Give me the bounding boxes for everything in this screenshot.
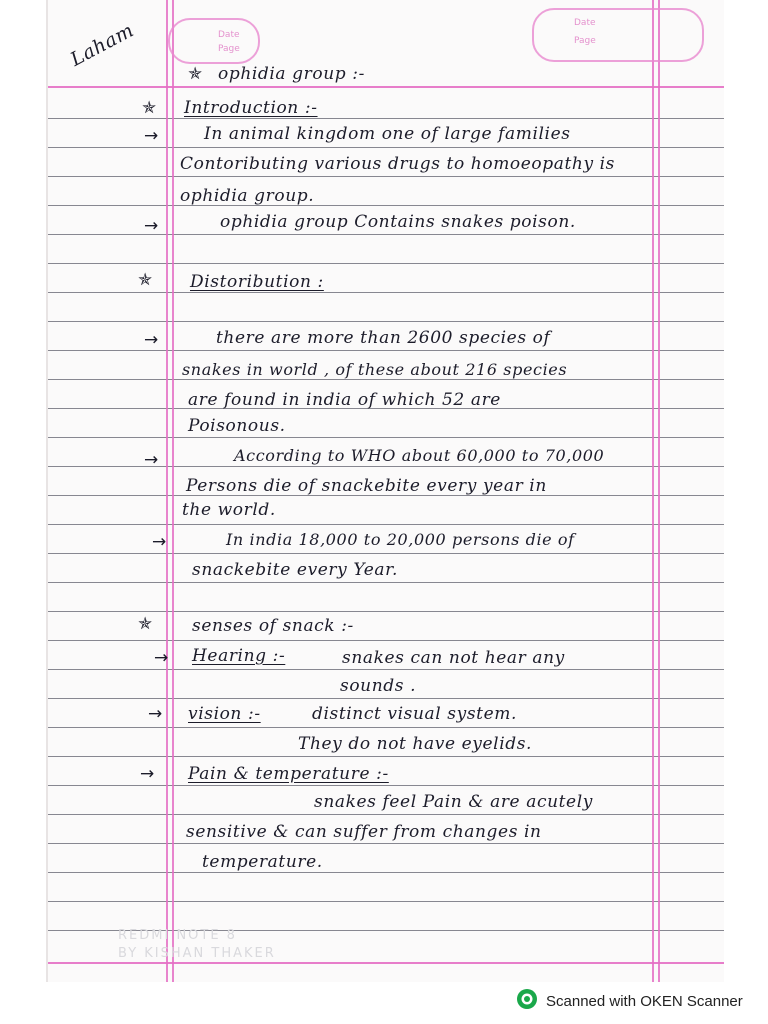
intro-line-1: In animal kingdom one of large families — [204, 124, 571, 144]
bottom-pink-rule — [48, 962, 724, 964]
distribution-line-6: Persons die of snackebite every year in — [186, 476, 547, 496]
arrow-bullet-icon: → — [144, 330, 159, 350]
left-margin-line — [166, 0, 168, 982]
pain-line-2: sensitive & can suffer from changes in — [186, 822, 542, 842]
star-bullet-icon: ✯ — [188, 64, 203, 84]
ruled-line — [48, 321, 724, 322]
ruled-line — [48, 263, 724, 264]
hearing-label: Hearing :- — [192, 646, 286, 666]
senses-title: senses of snack :- — [192, 616, 354, 636]
distribution-line-4: Poisonous. — [188, 416, 286, 436]
distribution-line-7: the world. — [182, 500, 276, 520]
right-margin-line-2 — [658, 0, 660, 982]
ruled-line — [48, 582, 724, 583]
ruled-line — [48, 814, 724, 815]
distribution-line-8: In india 18,000 to 20,000 persons die of — [226, 530, 575, 549]
vision-label: vision :- — [188, 704, 261, 724]
scanner-footer-text: Scanned with OKEN Scanner — [546, 992, 743, 1010]
ruled-line — [48, 118, 724, 119]
hearing-line-1: snakes can not hear any — [342, 648, 565, 668]
stamp-date-label-right: Date — [574, 18, 596, 28]
distribution-line-2: snakes in world , of these about 216 species — [182, 360, 568, 379]
distribution-line-9: snackebite every Year. — [192, 560, 398, 580]
star-bullet-icon: ✯ — [138, 614, 153, 634]
pain-line-1: snakes feel Pain & are acutely — [314, 792, 593, 812]
hearing-line-2: sounds . — [340, 676, 417, 696]
arrow-bullet-icon: → — [144, 126, 159, 146]
ruled-line — [48, 147, 724, 148]
arrow-bullet-icon: → — [140, 764, 155, 784]
ruled-line — [48, 611, 724, 612]
left-margin-line-2 — [172, 0, 174, 982]
ruled-line — [48, 698, 724, 699]
signature: Laham — [66, 19, 138, 71]
ruled-line — [48, 379, 724, 380]
arrow-bullet-icon: → — [152, 532, 167, 552]
ruled-line — [48, 872, 724, 873]
ruled-line — [48, 727, 724, 728]
ruled-line — [48, 901, 724, 902]
pain-label: Pain & temperature :- — [188, 764, 389, 784]
pain-line-3: temperature. — [202, 852, 323, 872]
stamp-page-label-right: Page — [574, 36, 596, 46]
left-date-stamp — [168, 18, 260, 64]
vision-line-1: distinct visual system. — [312, 704, 517, 724]
distribution-line-1: there are more than 2600 species of — [216, 328, 551, 348]
notebook-page — [46, 0, 724, 982]
ruled-line — [48, 292, 724, 293]
arrow-bullet-icon: → — [144, 216, 159, 236]
right-margin-line — [652, 0, 654, 982]
ruled-line — [48, 524, 724, 525]
ruled-line — [48, 640, 724, 641]
oken-scanner-logo-icon — [516, 988, 538, 1014]
intro-line-2: Contoributing various drugs to homoeopathy is — [180, 154, 616, 174]
intro-line-4: ophidia group Contains snakes poison. — [220, 212, 576, 232]
ruled-line — [48, 785, 724, 786]
ruled-line — [48, 350, 724, 351]
notes-heading: ophidia group :- — [218, 64, 365, 84]
distribution-title: Distoribution : — [190, 272, 324, 292]
ruled-line — [48, 205, 724, 206]
watermark-line-1: REDMI NOTE 8 — [118, 928, 237, 943]
ruled-line — [48, 669, 724, 670]
ruled-line — [48, 553, 724, 554]
ruled-line — [48, 843, 724, 844]
stamp-page-label-left: Page — [218, 44, 240, 54]
arrow-bullet-icon: → — [144, 450, 159, 470]
intro-line-3: ophidia group. — [180, 186, 315, 206]
vision-line-2: They do not have eyelids. — [298, 734, 533, 754]
ruled-line — [48, 437, 724, 438]
scanner-footer — [516, 990, 743, 1012]
intro-title: Introduction :- — [184, 98, 318, 118]
top-pink-rule — [48, 86, 724, 88]
right-date-stamp — [532, 8, 704, 62]
star-bullet-icon: ✯ — [142, 98, 157, 118]
distribution-line-5: According to WHO about 60,000 to 70,000 — [234, 446, 605, 465]
ruled-line — [48, 176, 724, 177]
arrow-bullet-icon: → — [148, 704, 163, 724]
distribution-line-3: are found in india of which 52 are — [188, 390, 501, 410]
stamp-date-label-left: Date — [218, 30, 240, 40]
arrow-bullet-icon: → — [154, 648, 169, 668]
star-bullet-icon: ✯ — [138, 270, 153, 290]
ruled-line — [48, 756, 724, 757]
watermark-line-2: BY KISHAN THAKER — [118, 946, 276, 961]
